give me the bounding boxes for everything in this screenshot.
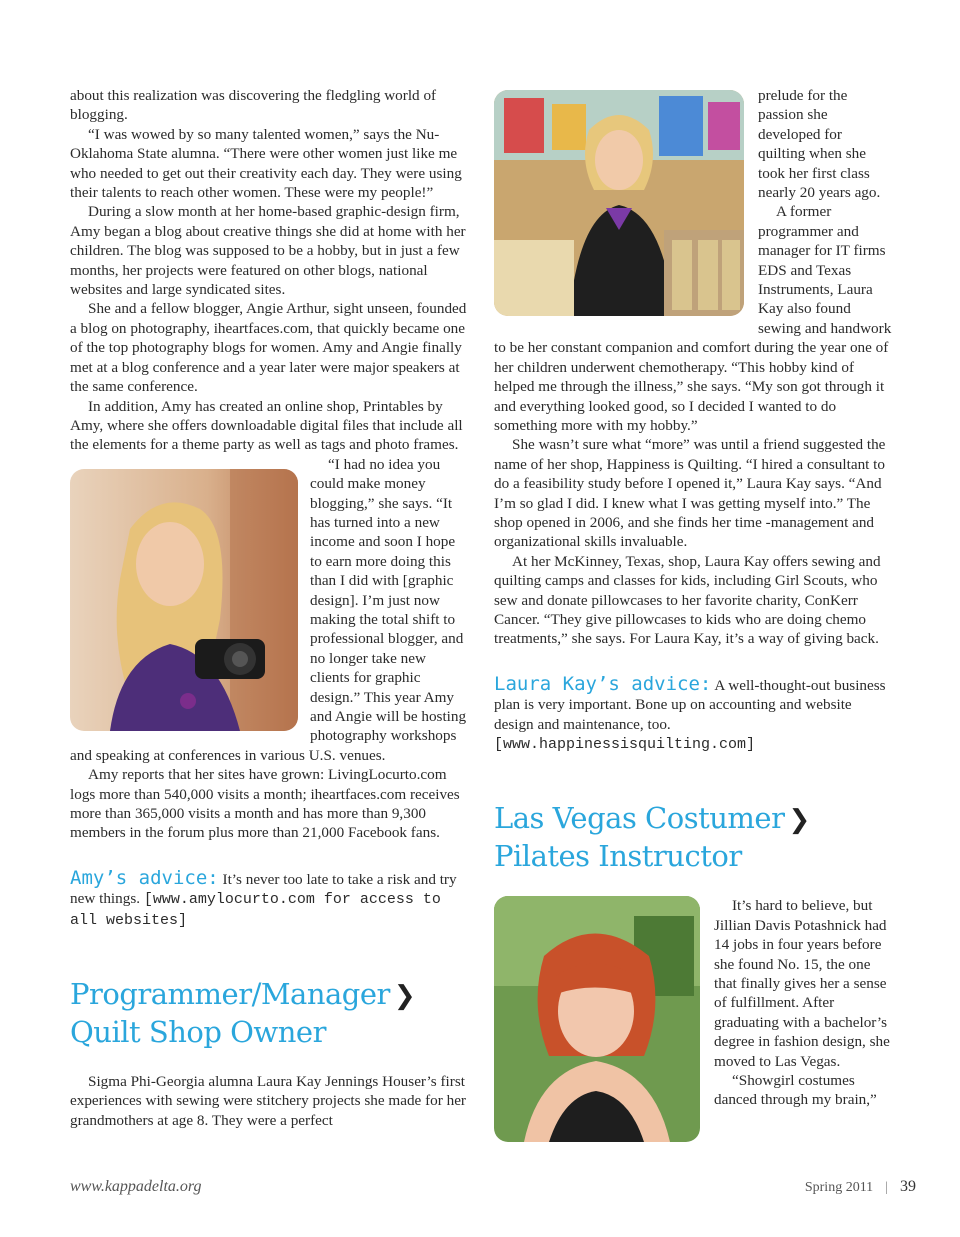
section-heading: [494, 800, 892, 874]
laura-kay-advice: [494, 672, 892, 755]
heading-line-2: Quilt Shop Owner: [70, 1015, 326, 1050]
advice-text: A well-thought-out business plan is very important. Bone up on accounting and website design and maintenance, too.: [494, 676, 886, 733]
right-column: [494, 86, 892, 1146]
body-paragraph: She and a fellow blogger, Angie Arthur, sight unseen, founded a blog on photography, iheartfaces.com, that quickly became one of the top photography blogs for women. Amy and Angie finally met at a blog conference and a year later were major speakers at the same conference.: [70, 300, 467, 396]
portrait-photo-icon: [494, 90, 744, 316]
body-paragraph: During a slow month at her home-based graphic-design firm, Amy began a blog about creative things she did at home with her children. The blog was supposed to be a hobby, but in just a few months, her projects were featured on other blogs, national websites and large syndicated sites.: [70, 203, 466, 299]
body-paragraph: “Showgirl costumes danced through my brain,”: [714, 1072, 877, 1109]
chevron-right-icon: ❯: [788, 805, 810, 836]
body-paragraph: Sigma Phi-Georgia alumna Laura Kay Jennings Houser’s first experiences with sewing were stitchery projects she made for her grandmothers at age 8. They were a perfect: [70, 1073, 466, 1129]
portrait-photo-icon: [494, 896, 700, 1142]
body-paragraph: “I was wowed by so many talented women,” says the Nu-Oklahoma State alumna. “There were other women just like me who needed to get out their creativity each day. They were using their talents to reach other women. These were my people!”: [70, 125, 462, 202]
body-paragraph: prelude for the passion she developed for quilting when she took her first class nearly 20 years ago.: [758, 87, 881, 202]
heading-line-1: Las Vegas Costumer: [494, 801, 785, 836]
amy-advice: [70, 866, 468, 930]
advice-link: [www.happinessisquilting.com]: [494, 736, 756, 753]
footer-issue-info: [805, 1178, 916, 1196]
footer-website: www.kappadelta.org: [70, 1178, 202, 1195]
left-column: [70, 86, 468, 1130]
heading-line-1: Programmer/Manager: [70, 977, 390, 1012]
footer-separator: |: [885, 1180, 888, 1195]
photo-amy-with-camera: [70, 469, 298, 731]
advice-link: [www.amylocurto.com for access to all websites]: [70, 891, 441, 929]
body-paragraph: In addition, Amy has created an online shop, Printables by Amy, where she offers downloadable digital files that include all the elements for a theme party as well as tags and photo frames.: [70, 397, 463, 454]
body-paragraph: She wasn’t sure what “more” was until a friend suggested the name of her shop, Happiness is Quilting. “I hired a consultant to do a feasibility study before I opened it,” Laura Kay says. “And I’m so glad I did. I knew what I was getting myself into.” The shop opened in 2006, and she finds her time -management and organizational skills invaluable.: [494, 436, 886, 551]
body-paragraph: about this realization was discovering the fledgling world of blogging.: [70, 87, 437, 124]
body-paragraph: At her McKinney, Texas, shop, Laura Kay offers sewing and quilting camps and classes for kids, including Girl Scouts, who sew and donate pillowcases to her favorite charity, ConKerr Cancer. “They give pillowcases to kids who are doing chemo treatments,” she says. For Laura Kay, it’s a way of giving back.: [494, 552, 881, 648]
advice-label: Amy’s advice:: [70, 866, 219, 889]
heading-line-2: Pilates Instructor: [494, 839, 742, 874]
photo-laura-kay-quilt-shop: [494, 90, 744, 316]
body-paragraph: It’s hard to believe, but Jillian Davis Potashnick had 14 jobs in four years before she found No. 15, the one that finally gives her a sense of fulfillment. After graduating with a bachelor’s degree in fashion design, she moved to Las Vegas.: [714, 897, 890, 1070]
footer-issue: Spring 2011: [804, 1180, 874, 1195]
advice-label: Laura Kay’s advice:: [494, 672, 712, 695]
portrait-photo-icon: [70, 469, 298, 731]
body-paragraph: Amy reports that her sites have grown: LivingLocurto.com logs more than 540,000 visits a month; iheartfaces.com receives more than 365,000 visits a month and has more than 9,300 members in the forum plus more than 21,000 Facebook fans.: [70, 766, 460, 842]
body-paragraph: “I had no idea you could make money blogging,” she says. “It has turned into a new income and soon I hope to earn more doing this than I did with [graphic design]. I’m just now making the total shift to professional blogger, and no longer take new clients for graphic design.” This year Amy and Angie will be hosting photography workshops and speaking at conferences in various U.S. venues.: [70, 455, 467, 764]
body-paragraph: A former programmer and manager for IT firms EDS and Texas Instruments, Laura Kay also found sewing and handwork to be her constant companion and comfort during the year one of her children underwent chemotherapy. “This hobby kind of helped me through the illness,” she says. “My son got through it and everything looked good, so I decided I wanted to do something more with my hobby.”: [494, 203, 892, 434]
chevron-right-icon: ❯: [393, 981, 416, 1012]
page-number: 39: [900, 1178, 916, 1195]
advice-text: It’s never too late to take a risk and try new things.: [70, 870, 457, 908]
photo-jillian-portrait: [494, 896, 700, 1142]
section-heading: [70, 976, 468, 1050]
